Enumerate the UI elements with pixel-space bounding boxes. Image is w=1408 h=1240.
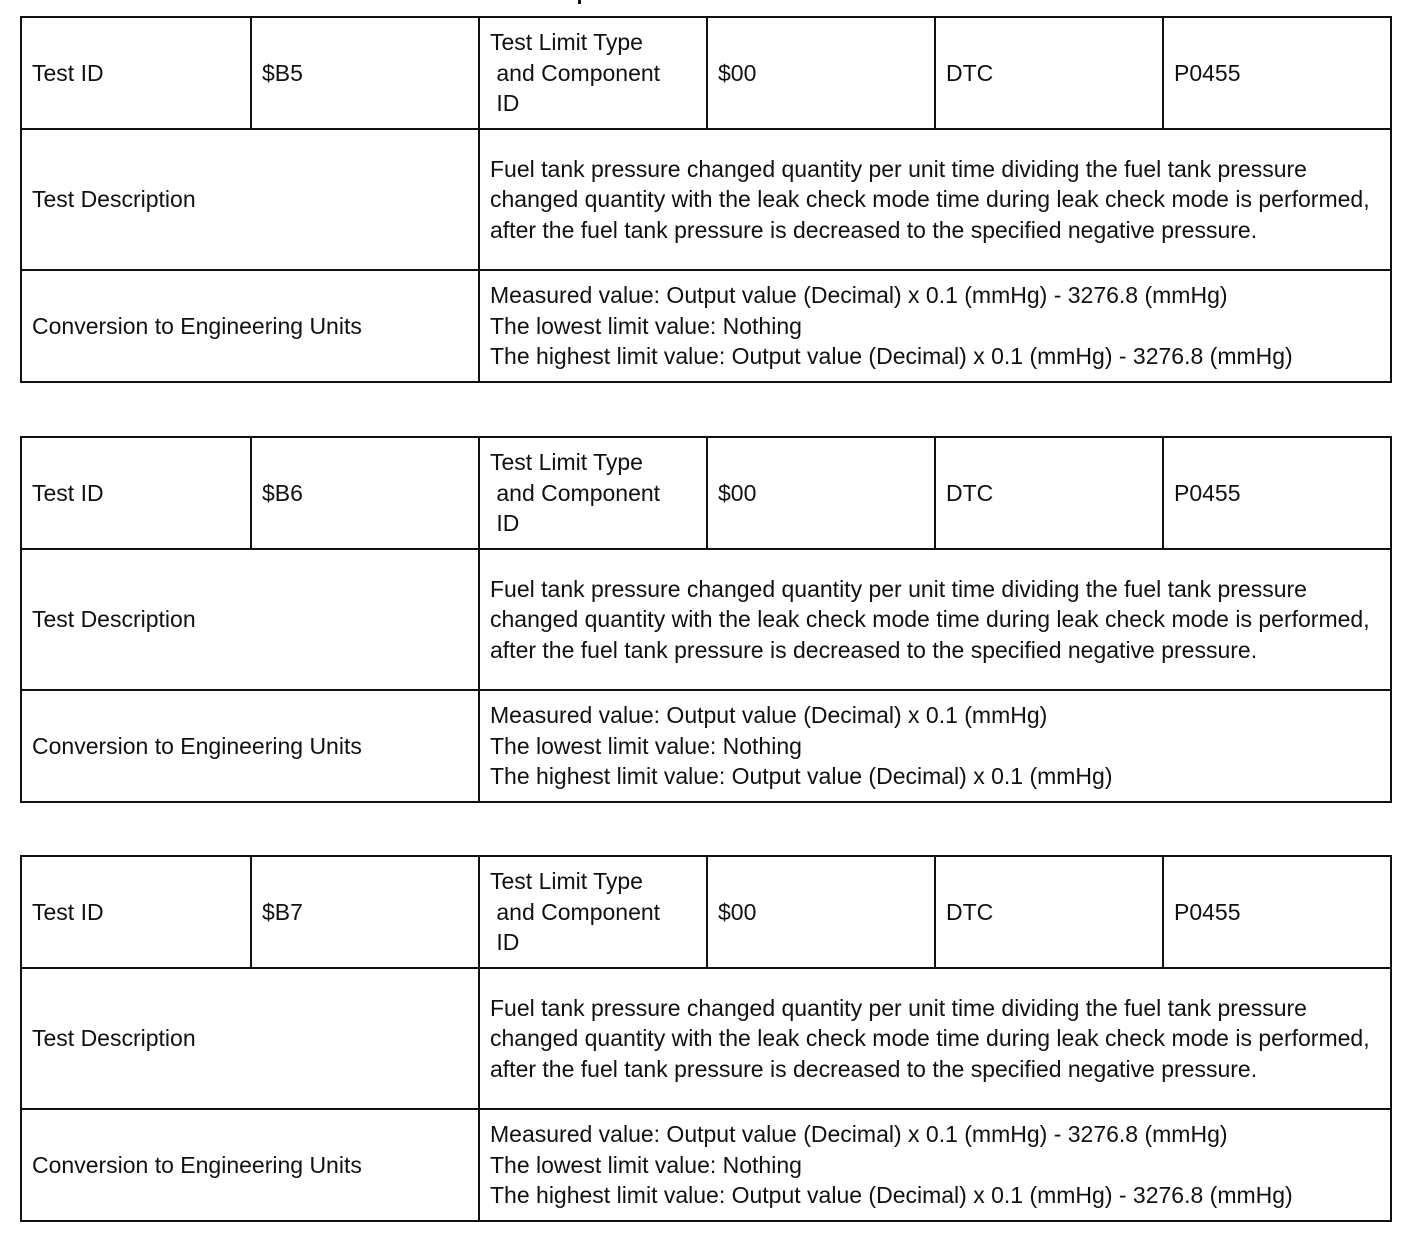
limit-type-label-line: Test Limit Type bbox=[490, 29, 643, 56]
highest-limit-line: The highest limit value: Output value (Decimal) x 0.1 (mmHg) bbox=[490, 763, 1113, 790]
limit-type-label-line: ID bbox=[490, 510, 520, 537]
test-description-body: Fuel tank pressure changed quantity per unit time dividing the fuel tank pressure changed quantity with the leak check mode time during leak check mode is performed, after the fuel tank pressure is decreased to the specified negative pressure. bbox=[490, 994, 1370, 1082]
conversion-row bbox=[21, 690, 1391, 802]
test-description-row bbox=[21, 129, 1391, 270]
test-description-row bbox=[21, 968, 1391, 1109]
dtc-label: DTC bbox=[935, 17, 1163, 129]
test-id-value: $B6 bbox=[251, 437, 479, 549]
limit-type-label-line: ID bbox=[490, 90, 520, 117]
conversion-row bbox=[21, 270, 1391, 382]
measured-value-line: Measured value: Output value (Decimal) x 0.1 (mmHg) bbox=[490, 702, 1048, 729]
test-description-body: Fuel tank pressure changed quantity per unit time dividing the fuel tank pressure changed quantity with the leak check mode time during leak check mode is performed, after the fuel tank pressure is decreased to the specified negative pressure. bbox=[490, 155, 1370, 243]
page-top-fragment bbox=[578, 0, 581, 4]
dtc-value: P0455 bbox=[1163, 437, 1391, 549]
limit-type-label-line: and Component bbox=[490, 898, 661, 925]
conversion-values bbox=[479, 1109, 1391, 1221]
limit-type-label bbox=[479, 437, 707, 549]
test-description-row bbox=[21, 549, 1391, 690]
test-description-label: Test Description bbox=[21, 968, 479, 1109]
conversion-row bbox=[21, 1109, 1391, 1221]
test-description-text bbox=[479, 549, 1391, 690]
test-table-b5 bbox=[20, 16, 1392, 383]
lowest-limit-line: The lowest limit value: Nothing bbox=[490, 1151, 802, 1178]
test-header-row bbox=[21, 437, 1391, 549]
test-description-text bbox=[479, 968, 1391, 1109]
limit-type-label-line: Test Limit Type bbox=[490, 449, 643, 476]
dtc-value: P0455 bbox=[1163, 856, 1391, 968]
conversion-label: Conversion to Engineering Units bbox=[21, 690, 479, 802]
lowest-limit-line: The lowest limit value: Nothing bbox=[490, 312, 802, 339]
dtc-value: P0455 bbox=[1163, 17, 1391, 129]
test-header-row bbox=[21, 856, 1391, 968]
measured-value-line: Measured value: Output value (Decimal) x 0.1 (mmHg) - 3276.8 (mmHg) bbox=[490, 282, 1228, 309]
test-id-label: Test ID bbox=[21, 437, 251, 549]
limit-type-label-line: ID bbox=[490, 929, 520, 956]
dtc-label: DTC bbox=[935, 437, 1163, 549]
test-header-row bbox=[21, 17, 1391, 129]
test-id-label: Test ID bbox=[21, 856, 251, 968]
limit-type-value: $00 bbox=[707, 17, 935, 129]
test-table-b7 bbox=[20, 855, 1392, 1222]
test-description-text bbox=[479, 129, 1391, 270]
conversion-label: Conversion to Engineering Units bbox=[21, 1109, 479, 1221]
highest-limit-line: The highest limit value: Output value (Decimal) x 0.1 (mmHg) - 3276.8 (mmHg) bbox=[490, 343, 1293, 370]
limit-type-label bbox=[479, 17, 707, 129]
test-id-value: $B7 bbox=[251, 856, 479, 968]
limit-type-value: $00 bbox=[707, 437, 935, 549]
test-table-b6 bbox=[20, 436, 1392, 803]
limit-type-label bbox=[479, 856, 707, 968]
test-description-label: Test Description bbox=[21, 129, 479, 270]
dtc-label: DTC bbox=[935, 856, 1163, 968]
test-id-value: $B5 bbox=[251, 17, 479, 129]
conversion-values bbox=[479, 270, 1391, 382]
limit-type-label-line: and Component bbox=[490, 59, 661, 86]
test-id-label: Test ID bbox=[21, 17, 251, 129]
test-description-body: Fuel tank pressure changed quantity per unit time dividing the fuel tank pressure changed quantity with the leak check mode time during leak check mode is performed, after the fuel tank pressure is decreased to the specified negative pressure. bbox=[490, 575, 1370, 663]
measured-value-line: Measured value: Output value (Decimal) x 0.1 (mmHg) - 3276.8 (mmHg) bbox=[490, 1121, 1228, 1148]
limit-type-label-line: and Component bbox=[490, 479, 661, 506]
limit-type-value: $00 bbox=[707, 856, 935, 968]
conversion-label: Conversion to Engineering Units bbox=[21, 270, 479, 382]
conversion-values bbox=[479, 690, 1391, 802]
limit-type-label-line: Test Limit Type bbox=[490, 868, 643, 895]
test-description-label: Test Description bbox=[21, 549, 479, 690]
lowest-limit-line: The lowest limit value: Nothing bbox=[490, 732, 802, 759]
highest-limit-line: The highest limit value: Output value (Decimal) x 0.1 (mmHg) - 3276.8 (mmHg) bbox=[490, 1182, 1293, 1209]
